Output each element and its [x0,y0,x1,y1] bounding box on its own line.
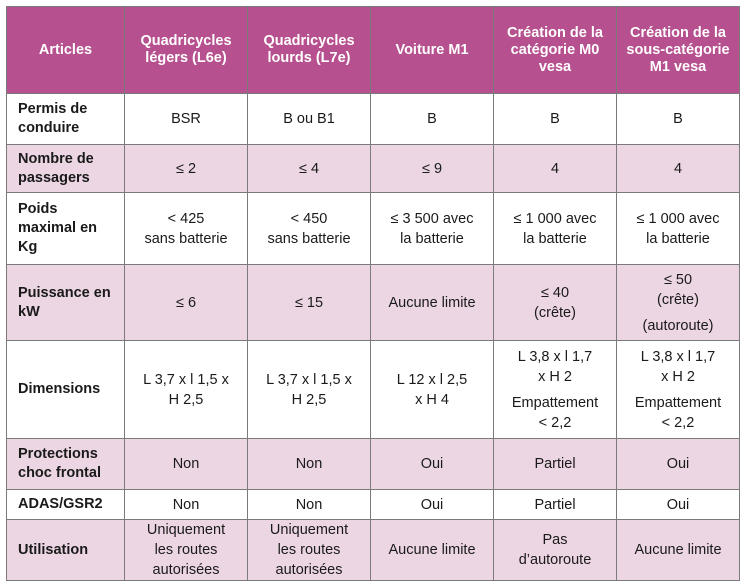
row-label: Puissance en kW [7,265,125,341]
cell-line: la batterie [523,230,587,247]
cell-line: autorisées [275,562,343,578]
table-cell [617,193,740,265]
cell-line: les routes [154,542,218,558]
row-label: Protections choc frontal [7,439,125,490]
cell-line: < 425 [167,210,205,227]
table-row [7,94,740,145]
table-cell: Aucune limite [371,265,494,341]
cell-line: ≤ 50 [663,271,693,288]
vehicle-category-comparison-table [6,6,740,581]
table-row [7,265,740,341]
table-cell [248,520,371,581]
cell-line: (autoroute) [642,317,714,334]
table-cell: B [494,94,617,145]
cell-line: Empattement [511,394,599,411]
row-label: Dimensions [7,341,125,439]
cell-line: Empattement [634,394,722,411]
cell-line: (crête) [534,304,576,321]
row-label: ADAS/GSR2 [7,490,125,520]
cell-line: L 3,8 x l 1,7 [640,348,716,365]
table-cell [617,341,740,439]
table-cell: ≤ 9 [371,145,494,193]
cell-line: H 2,5 [168,391,204,408]
cell-line: la batterie [400,230,464,247]
cell-line: sans batterie [267,230,351,247]
table-cell: Aucune limite [371,520,494,581]
table-cell [617,265,740,341]
cell-line: ≤ 3 500 avec [390,210,474,227]
table-row [7,341,740,439]
cell-line: sans batterie [144,230,228,247]
row-label: Nombre de passagers [7,145,125,193]
table-cell: Oui [371,490,494,520]
table-cell: Partiel [494,490,617,520]
cell-line: < 2,2 [538,414,572,431]
cell-line: Uniquement [269,522,349,538]
row-label: Permis de conduire [7,94,125,145]
table-cell: B [371,94,494,145]
table-cell: Oui [371,439,494,490]
cell-line: les routes [277,542,341,558]
cell-line: d’autoroute [518,552,592,568]
table-cell [494,341,617,439]
cell-line: ≤ 1 000 avec [636,210,720,227]
cell-line: ≤ 1 000 avec [513,210,597,227]
table-cell: ≤ 15 [248,265,371,341]
table-cell: B [617,94,740,145]
cell-line: < 2,2 [661,414,695,431]
header-m1-vesa: Création de la sous-catégorie M1 vesa [617,7,740,94]
cell-line: (crête) [657,291,699,308]
table-header-row [7,7,740,94]
table-cell [371,341,494,439]
cell-line: L 3,8 x l 1,7 [517,348,593,365]
table-cell: Non [125,439,248,490]
table-cell [125,520,248,581]
header-m1: Voiture M1 [371,7,494,94]
cell-line: Uniquement [146,522,226,538]
cell-line: x H 2 [661,368,695,385]
table-cell: ≤ 4 [248,145,371,193]
cell-line: x H 4 [415,391,449,408]
header-l7e: Quadricycles lourds (L7e) [248,7,371,94]
table-cell [371,193,494,265]
table-cell [248,193,371,265]
table-cell: Partiel [494,439,617,490]
table-cell: Oui [617,490,740,520]
cell-line: la batterie [646,230,710,247]
table-cell: 4 [494,145,617,193]
cell-line: L 3,7 x l 1,5 x [143,371,229,388]
table-cell [494,265,617,341]
table-cell: Oui [617,439,740,490]
cell-line: ≤ 40 [540,284,570,301]
table-row [7,193,740,265]
table-cell: B ou B1 [248,94,371,145]
table-cell [125,341,248,439]
header-l6e: Quadricycles légers (L6e) [125,7,248,94]
table-row [7,490,740,520]
cell-line: x H 2 [538,368,572,385]
cell-line: Pas [542,532,568,548]
row-label: Utilisation [7,520,125,581]
table-cell: Non [125,490,248,520]
table-cell [248,341,371,439]
header-m0-vesa: Création de la catégorie M0 vesa [494,7,617,94]
table-cell: Non [248,439,371,490]
table-row [7,439,740,490]
table-row [7,520,740,581]
table-row [7,145,740,193]
table-cell: ≤ 6 [125,265,248,341]
cell-line: H 2,5 [291,391,327,408]
table-cell: 4 [617,145,740,193]
table-cell: ≤ 2 [125,145,248,193]
cell-line: < 450 [290,210,328,227]
cell-line: autorisées [152,562,220,578]
table-cell [494,193,617,265]
row-label: Poids maximal en Kg [7,193,125,265]
cell-line: L 12 x l 2,5 [396,371,468,388]
table-cell: Aucune limite [617,520,740,581]
header-articles: Articles [7,7,125,94]
cell-line: L 3,7 x l 1,5 x [266,371,352,388]
table-cell [494,520,617,581]
table-cell [125,193,248,265]
table-cell: Non [248,490,371,520]
table-cell: BSR [125,94,248,145]
